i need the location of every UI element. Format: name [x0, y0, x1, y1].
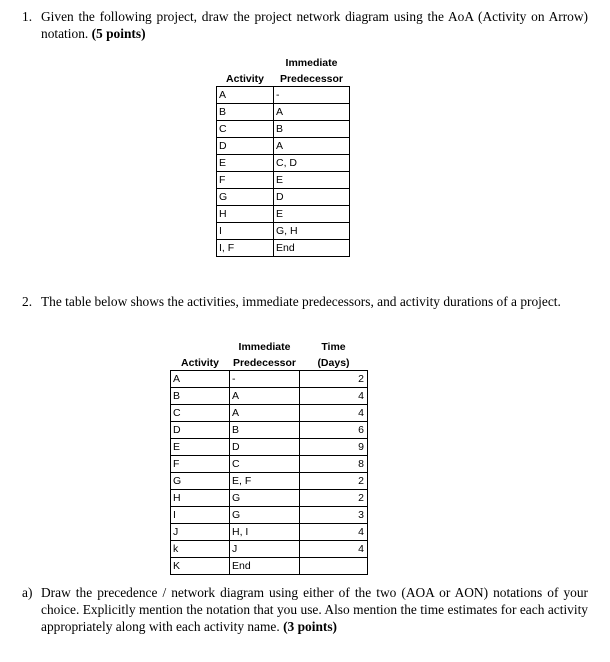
table-row — [217, 240, 350, 257]
question-2-text: The table below shows the activities, immediate predecessors, and activity durations of a project. — [41, 294, 561, 309]
question-2a-text — [41, 584, 588, 635]
table-cell: End — [230, 558, 300, 575]
table-cell: G — [171, 473, 230, 490]
table-cell: I — [217, 223, 274, 240]
q2-header-time: Time — [321, 341, 346, 353]
table-cell: G — [230, 490, 300, 507]
table-row — [171, 456, 368, 473]
table-cell — [300, 558, 368, 575]
q2-header-days: (Days) — [317, 357, 350, 369]
table-cell: A — [171, 371, 230, 388]
table-cell: E — [217, 155, 274, 172]
table-cell: E — [171, 439, 230, 456]
table-cell: A — [230, 388, 300, 405]
question-2a-points: (3 points) — [283, 619, 338, 634]
table-cell: D — [171, 422, 230, 439]
question-2a-label: a) — [22, 585, 33, 600]
table-cell: C — [230, 456, 300, 473]
table-cell: C, D — [274, 155, 350, 172]
table-cell: A — [217, 87, 274, 104]
table-cell: 3 — [300, 507, 368, 524]
table-cell: G — [217, 189, 274, 206]
table-row — [171, 507, 368, 524]
table-cell: J — [171, 524, 230, 541]
question-1-text — [41, 8, 588, 42]
question-1-table — [216, 54, 350, 257]
table-cell: 8 — [300, 456, 368, 473]
table-cell: D — [217, 138, 274, 155]
table-row — [217, 223, 350, 240]
table-cell: 2 — [300, 473, 368, 490]
q1-header-predecessor: Predecessor — [279, 73, 344, 85]
q2-header-activity: Activity — [181, 357, 219, 369]
table-cell: A — [274, 138, 350, 155]
question-2-number: 2. — [22, 294, 33, 309]
question-2a — [22, 584, 588, 635]
table-cell: B — [171, 388, 230, 405]
table-cell: D — [230, 439, 300, 456]
table-row — [217, 104, 350, 121]
table-cell: C — [171, 405, 230, 422]
table-cell: 2 — [300, 371, 368, 388]
table-row — [217, 155, 350, 172]
table-cell: G — [230, 507, 300, 524]
table-cell: A — [274, 104, 350, 121]
table-cell: - — [230, 371, 300, 388]
table-cell: 6 — [300, 422, 368, 439]
question-1-number: 1. — [22, 9, 33, 24]
q2-header-immediate: Immediate — [238, 341, 291, 353]
table-cell: 2 — [300, 490, 368, 507]
table-cell: - — [274, 87, 350, 104]
table-row — [217, 121, 350, 138]
table-row — [217, 138, 350, 155]
question-2-table — [170, 338, 368, 575]
table-row — [171, 388, 368, 405]
table-cell: B — [217, 104, 274, 121]
table-row — [171, 405, 368, 422]
table-cell: 4 — [300, 541, 368, 558]
table-cell: 4 — [300, 388, 368, 405]
question-1-prompt: Given the following project, draw the project network diagram using the AoA (Activity on Arrow) notation. — [41, 9, 588, 41]
table-row — [171, 473, 368, 490]
table-cell: I — [171, 507, 230, 524]
table-row — [171, 490, 368, 507]
table-row — [171, 439, 368, 456]
table-row — [171, 422, 368, 439]
table-cell: A — [230, 405, 300, 422]
table-cell: K — [171, 558, 230, 575]
table-cell: H — [171, 490, 230, 507]
table-cell: H, I — [230, 524, 300, 541]
q1-header-activity: Activity — [226, 73, 264, 85]
table-cell: F — [217, 172, 274, 189]
table-row — [217, 206, 350, 223]
q1-header-immediate: Immediate — [285, 57, 338, 69]
table-cell: F — [171, 456, 230, 473]
table-row — [171, 541, 368, 558]
table-row — [217, 172, 350, 189]
table-row — [171, 371, 368, 388]
table-row — [217, 189, 350, 206]
table-cell: 4 — [300, 405, 368, 422]
table-row — [171, 524, 368, 541]
table-cell: E — [274, 206, 350, 223]
table-cell: 4 — [300, 524, 368, 541]
q2-header-predecessor: Predecessor — [232, 357, 297, 369]
question-2a-prompt: Draw the precedence / network diagram using either of the two (AOA or AON) notations of your choice. Explicitly mention the notation that you use. Also mention the time estimates for each activity appropriately along with each activity name. — [41, 585, 588, 634]
table-cell: G, H — [274, 223, 350, 240]
table-cell: B — [230, 422, 300, 439]
table-cell: J — [230, 541, 300, 558]
table-cell: E, F — [230, 473, 300, 490]
table-cell: B — [274, 121, 350, 138]
table-row — [217, 87, 350, 104]
table-cell: I, F — [217, 240, 274, 257]
table-row — [171, 558, 368, 575]
table-cell: 9 — [300, 439, 368, 456]
table-cell: D — [274, 189, 350, 206]
table-cell: C — [217, 121, 274, 138]
question-2 — [22, 293, 588, 310]
table-cell: k — [171, 541, 230, 558]
table-cell: E — [274, 172, 350, 189]
question-1-points: (5 points) — [91, 26, 146, 41]
table-cell: End — [274, 240, 350, 257]
question-1 — [22, 8, 588, 42]
table-cell: H — [217, 206, 274, 223]
